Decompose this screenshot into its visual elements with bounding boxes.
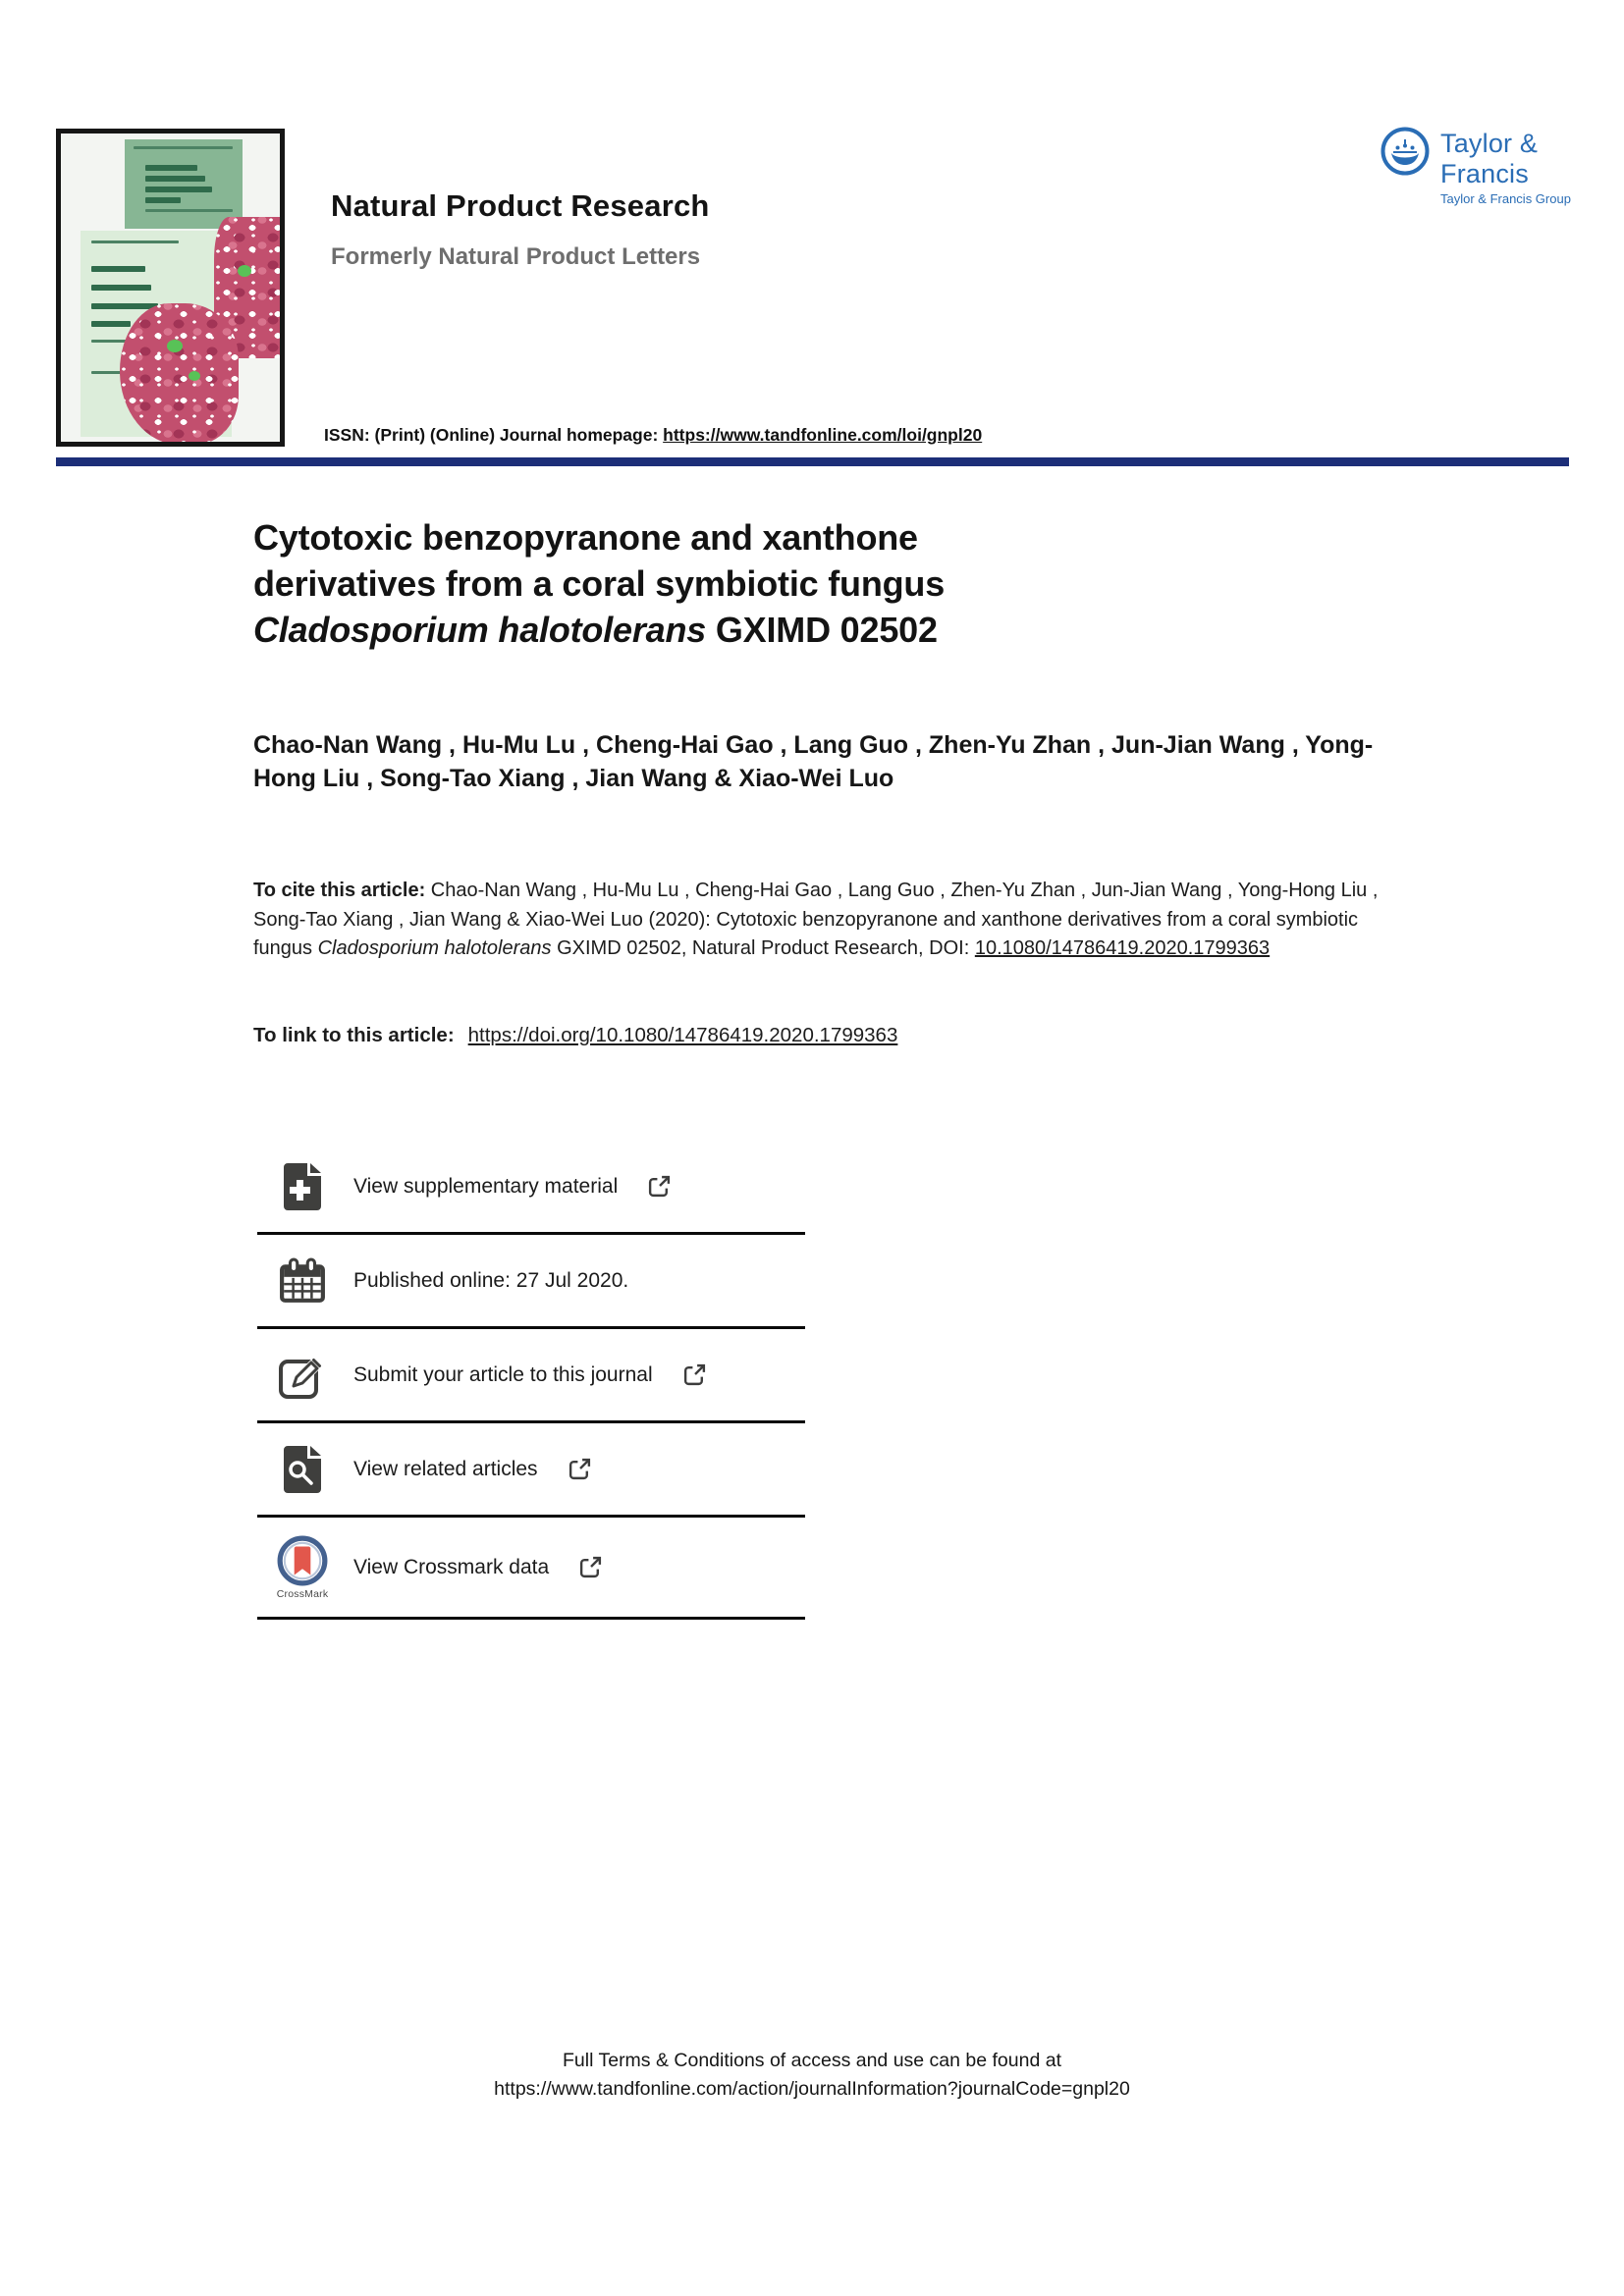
terms-url[interactable]: https://www.tandfonline.com/action/journalInformation?journalCode=gnpl20	[494, 2078, 1130, 2100]
external-link-icon	[647, 1174, 672, 1199]
logo-title: Taylor & Francis	[1440, 129, 1539, 188]
taylor-francis-lamp-icon	[1380, 126, 1431, 182]
journal-subtitle: Formerly Natural Product Letters	[331, 243, 701, 270]
submit-article-icon	[277, 1351, 328, 1400]
cover-molecule-art	[120, 303, 238, 445]
action-list	[257, 1141, 805, 1620]
cite-text: Chao-Nan Wang , Hu-Mu Lu , Cheng-Hai Gao , Lang Guo , Zhen-Yu Zhan , Jun-Jian Wang , Yong-Hong Liu , Song-Tao Xiang , Jian Wang & Xiao-Wei Luo (2020): Cytotoxic benzopyranone and xanthone derivatives from a coral symbiotic fungus	[253, 880, 1379, 959]
citation-block	[253, 877, 1412, 964]
title-tail: GXIMD 02502	[706, 610, 938, 650]
action-label[interactable]: View supplementary material	[353, 1174, 619, 1198]
issn-label: ISSN: (Print) (Online) Journal homepage:	[324, 425, 664, 445]
cite-doi-link[interactable]: 10.1080/14786419.2020.1799363	[974, 937, 1271, 959]
calendar-icon	[277, 1257, 328, 1305]
issn-line	[324, 425, 982, 446]
external-link-icon	[578, 1555, 603, 1579]
journal-cover-thumbnail	[56, 129, 285, 447]
action-row-related[interactable]	[257, 1423, 805, 1518]
related-articles-icon	[277, 1445, 328, 1494]
terms-line: Full Terms & Conditions of access and use can be found at	[562, 2050, 1061, 2071]
journal-homepage-link[interactable]: https://www.tandfonline.com/loi/gnpl20	[663, 425, 983, 445]
link-line	[253, 1024, 897, 1047]
taylor-francis-logo	[1380, 126, 1624, 206]
action-label[interactable]: View Crossmark data	[353, 1555, 550, 1578]
external-link-icon	[682, 1362, 707, 1387]
action-row-submit[interactable]	[257, 1329, 805, 1423]
action-label[interactable]: Submit your article to this journal	[353, 1362, 653, 1386]
article-title	[253, 514, 1333, 653]
article-doi-link[interactable]: https://doi.org/10.1080/14786419.2020.1799363	[467, 1024, 898, 1046]
logo-subtitle: Taylor & Francis Group	[1440, 191, 1571, 206]
link-label: To link to this article:	[253, 1024, 455, 1046]
cover-panel-dark-green	[125, 139, 243, 229]
action-row-supplementary[interactable]	[257, 1141, 805, 1235]
action-row-crossmark[interactable]	[257, 1518, 805, 1620]
authors-line: Chao-Nan Wang , Hu-Mu Lu , Cheng-Hai Gao , Lang Guo , Zhen-Yu Zhan , Jun-Jian Wang , Yong-Hong Liu , Song-Tao Xiang , Jian Wang & Xiao-Wei Luo	[253, 731, 1374, 792]
title-line-1: Cytotoxic benzopyranone and xanthone	[253, 517, 918, 558]
cite-text-tail: GXIMD 02502, Natural Product Research, DOI:	[551, 937, 975, 959]
header-divider	[56, 457, 1569, 466]
crossmark-caption: CrossMark	[276, 1588, 329, 1600]
external-link-icon	[568, 1457, 592, 1481]
cite-species-italic: Cladosporium halotolerans	[317, 937, 552, 959]
title-line-2: derivatives from a coral symbiotic fungus	[253, 563, 946, 604]
cite-label: To cite this article:	[253, 880, 426, 901]
journal-title: Natural Product Research	[331, 188, 710, 223]
action-row-published[interactable]	[257, 1235, 805, 1329]
action-label[interactable]: Published online: 27 Jul 2020.	[353, 1268, 629, 1292]
action-label[interactable]: View related articles	[353, 1457, 538, 1480]
title-species-italic: Cladosporium halotolerans	[253, 610, 707, 650]
terms-footer	[0, 2047, 1624, 2104]
supplementary-material-icon	[277, 1162, 328, 1211]
crossmark-icon	[277, 1534, 328, 1600]
